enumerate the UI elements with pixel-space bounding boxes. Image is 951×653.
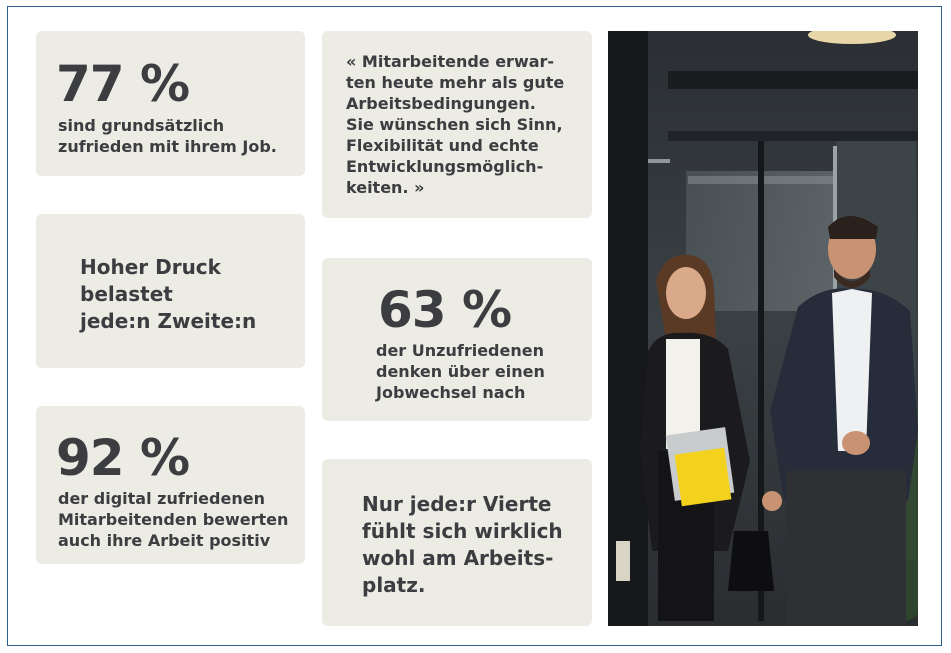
quarter-line: platz. [362,573,426,597]
pressure-line: jede:n Zweite:n [80,309,257,333]
pressure-card [36,214,305,368]
stat-value: 92 % [56,429,190,487]
quote-line: ten heute mehr als gute [346,73,565,92]
quote-line: « Mitarbeitende erwar- [346,52,555,71]
quote-line: Entwicklungsmöglich- [346,157,544,176]
stat-label-line: auch ihre Arbeit positiv [58,531,271,550]
stat-label-line: der Unzufriedenen [376,341,544,360]
quarter-line: Nur jede:r Vierte [362,492,552,516]
stat-label-line: Jobwechsel nach [376,383,526,402]
stat-card-63 [322,258,592,421]
stat-label-line: sind grundsätzlich [58,116,225,135]
quote-card [322,31,592,218]
stat-label-line: zufrieden mit ihrem Job. [58,137,277,156]
quarter-card [322,459,592,626]
quote-line: Flexibilität und echte [346,136,539,155]
quarter-line: fühlt sich wirklich [362,519,563,543]
pressure-line: Hoher Druck [80,255,221,279]
stat-card-77 [36,31,305,176]
stat-card-92 [36,406,305,564]
stat-label-line: Mitarbeitenden bewerten [58,510,289,529]
quote-line: Arbeitsbedingungen. [346,94,536,113]
stat-value: 63 % [378,281,512,339]
stat-label-line: der digital zufriedenen [58,489,265,508]
quote-line: Sie wünschen sich Sinn, [346,115,563,134]
office-photo [608,31,918,626]
stat-label-line: denken über einen [376,362,545,381]
quote-line: keiten. » [346,178,425,197]
pressure-line: belastet [80,282,173,306]
quarter-line: wohl am Arbeits- [362,546,554,570]
stat-value: 77 % [56,55,190,113]
